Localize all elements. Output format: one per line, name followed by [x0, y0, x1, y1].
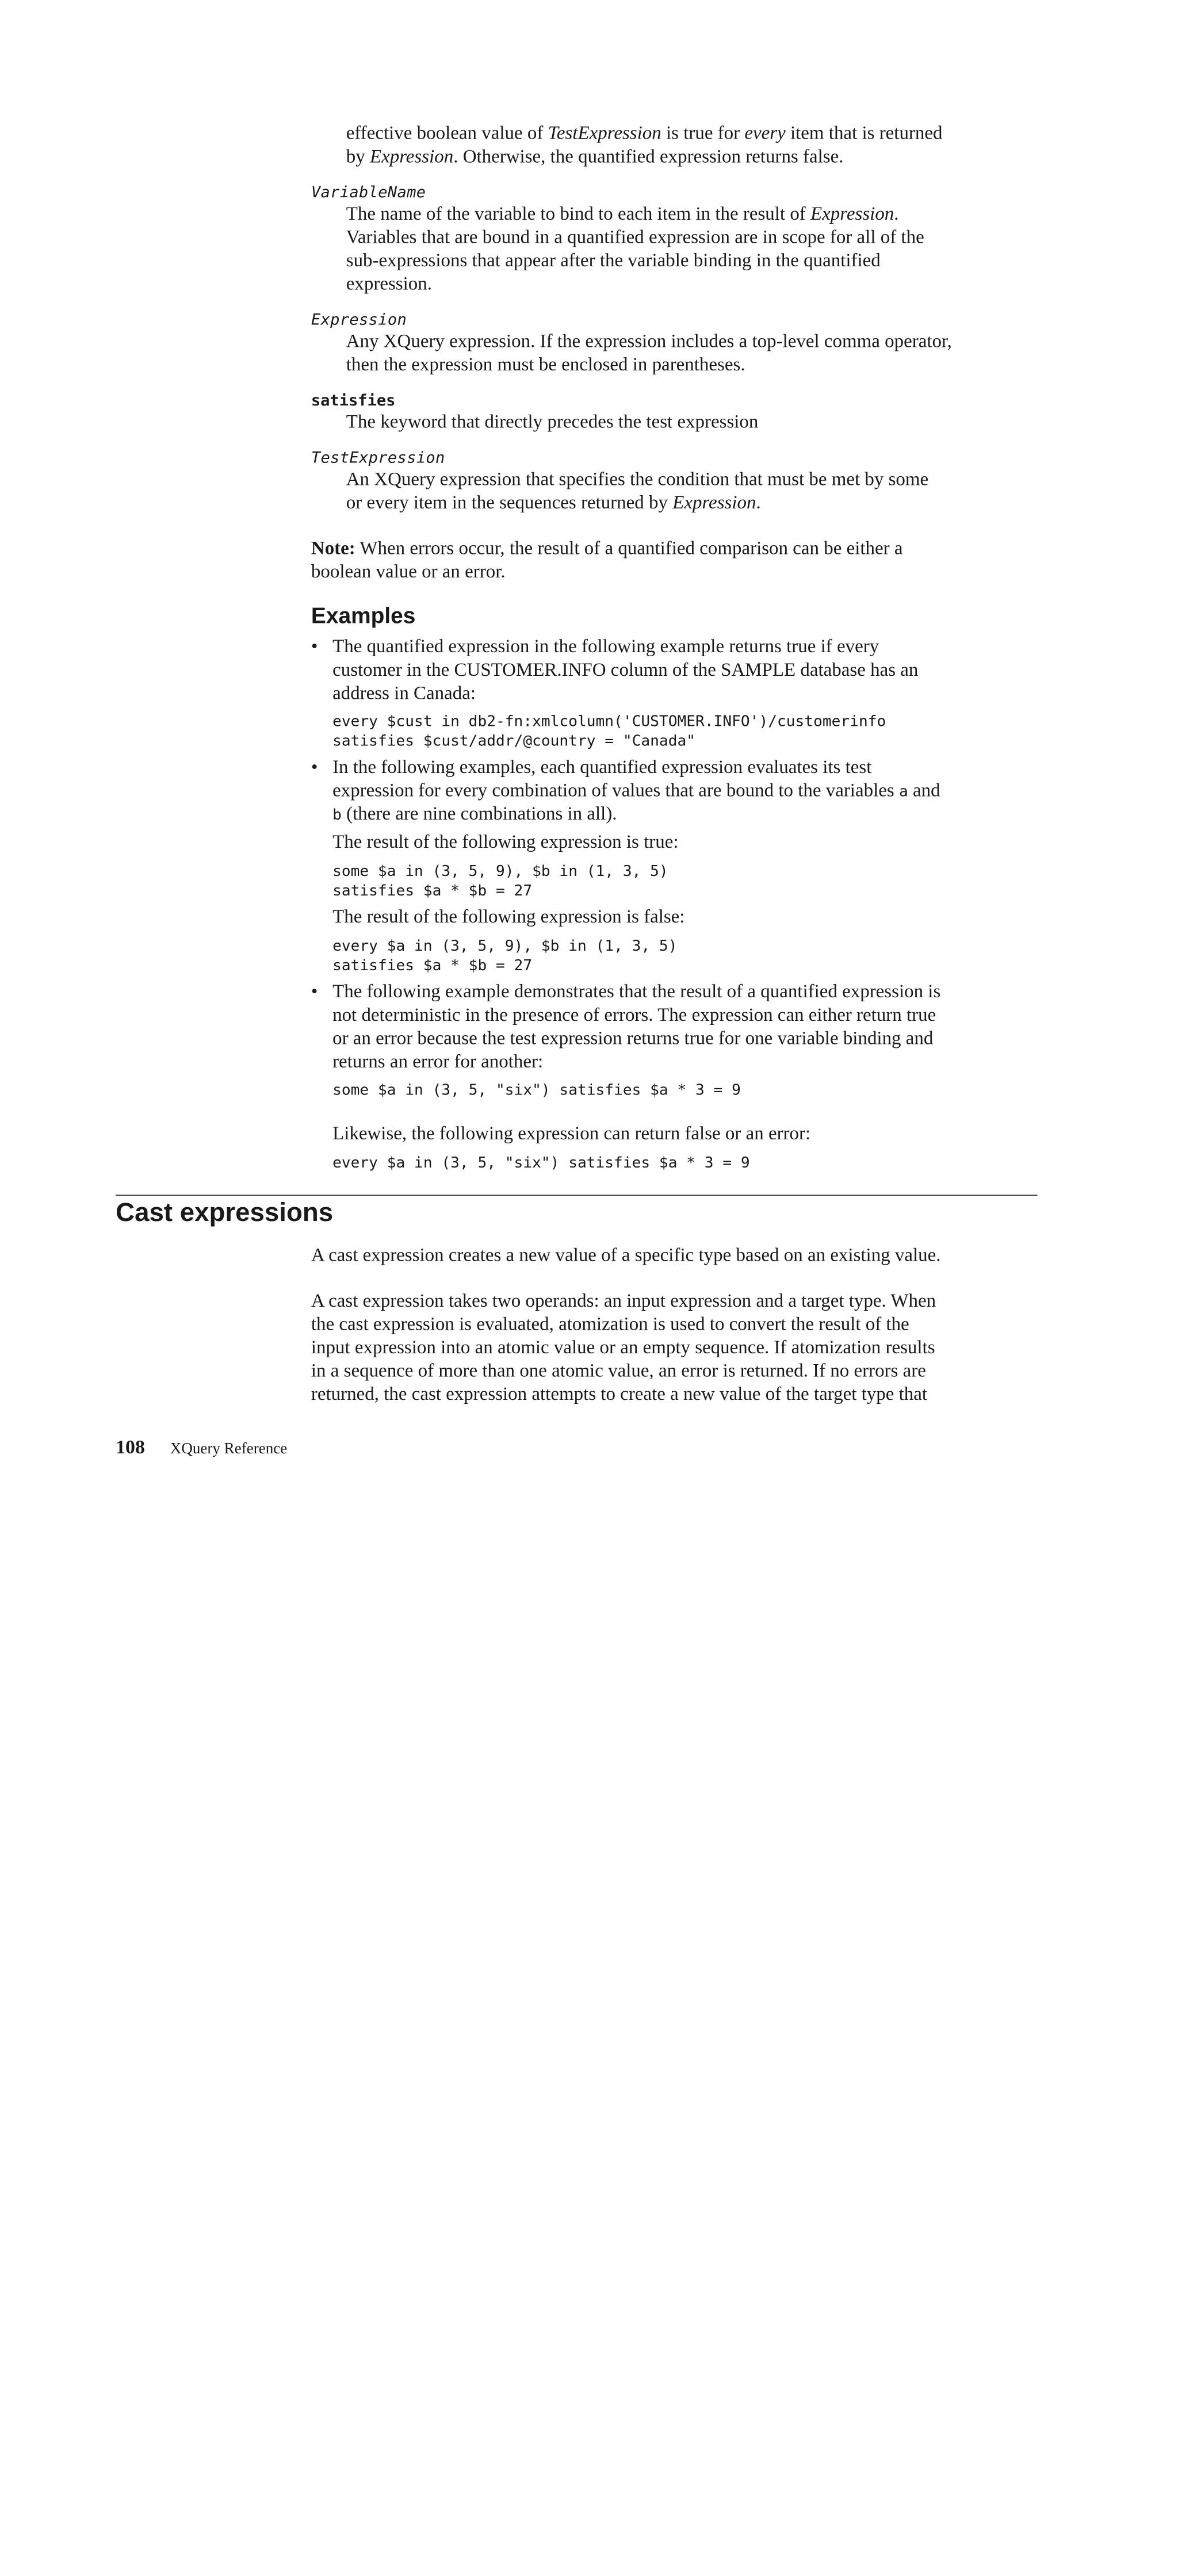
ex2-true-code [332, 862, 668, 901]
code-line: some $a in (3, 5, "six") satisfies $a * 3 = 9 [332, 1081, 741, 1099]
bullet-2: • [311, 757, 318, 778]
term-test-expression: TestExpression [311, 448, 445, 467]
term-variable-name: VariableName [311, 182, 426, 201]
examples-heading: Examples [311, 602, 416, 628]
ex3-likewise: Likewise, the following expression can return false or an error: [332, 1123, 811, 1145]
test-expression-line-2: or every item in the sequences returned by Expression. [346, 492, 761, 514]
intro-line-2: by Expression. Otherwise, the quantified expression returns false. [346, 147, 844, 167]
section-rule [116, 1195, 1037, 1196]
ex2-line-1: In the following examples, each quantified expression evaluates its test [332, 757, 872, 778]
intro-line-1: effective boolean value of TestExpression is true for every item that is returned [346, 123, 943, 144]
test-expression-line-1: An XQuery expression that specifies the condition that must be met by some [346, 469, 929, 490]
ex2-line-2: expression for every combination of values that are bound to the variables a and [332, 780, 940, 801]
ex2-false-intro: The result of the following expression is false: [332, 907, 685, 928]
code-line: every $a in (3, 5, 9), $b in (1, 3, 5) [332, 937, 678, 955]
ex1-line-1: The quantified expression in the following example returns true if every [332, 637, 879, 657]
variable-name-line-4: expression. [346, 274, 432, 295]
ex3-line-2: not deterministic in the presence of errors. The expression can either return true [332, 1005, 936, 1026]
code-line: satisfies $a * $b = 27 [332, 882, 533, 900]
bullet-1: • [311, 637, 318, 657]
cast-para-2-line-1: A cast expression takes two operands: an input expression and a target type. When [311, 1291, 936, 1312]
variable-name-line-3: sub-expressions that appear after the variable binding in the quantified [346, 251, 881, 271]
ex3-line-3: or an error because the test expression returns true for one variable binding and [332, 1028, 934, 1049]
cast-para-2-line-5: returned, the cast expression attempts to create a new value of the target type that [311, 1384, 928, 1405]
term-satisfies: satisfies [311, 391, 396, 409]
ex1-line-3: address in Canada: [332, 683, 476, 704]
ex2-false-code [332, 936, 677, 975]
cast-heading: Cast expressions [116, 1197, 334, 1227]
ex2-line-3: b (there are nine combinations in all). [332, 803, 617, 825]
code-line: satisfies $cust/addr/@country = "Canada" [332, 732, 696, 750]
code-line: every $cust in db2-fn:xmlcolumn('CUSTOMER.INFO')/customerinfo [332, 712, 886, 730]
expression-line-1: Any XQuery expression. If the expression includes a top-level comma operator, [346, 331, 952, 352]
term-expression: Expression [311, 310, 407, 329]
cast-para-1: A cast expression creates a new value of a specific type based on an existing value. [311, 1245, 941, 1266]
note-label: Note: [311, 538, 355, 559]
satisfies-line-1: The keyword that directly precedes the test expression [346, 412, 759, 433]
ex1-line-2: customer in the CUSTOMER.INFO column of the SAMPLE database has an [332, 660, 919, 681]
expression-line-2: then the expression must be enclosed in parentheses. [346, 354, 745, 376]
note-line-1: Note: When errors occur, the result of a quantified comparison can be either a [311, 538, 903, 559]
ex3-line-1: The following example demonstrates that the result of a quantified expression is [332, 982, 941, 1002]
ex3-code-2 [332, 1153, 750, 1173]
cast-para-2-line-2: the cast expression is evaluated, atomization is used to convert the result of the [311, 1314, 909, 1335]
code-line: every $a in (3, 5, "six") satisfies $a * 3 = 9 [332, 1154, 750, 1172]
ex2-true-intro: The result of the following expression is true: [332, 832, 679, 853]
bullet-3: • [311, 982, 318, 1002]
variable-name-line-1: The name of the variable to bind to each item in the result of Expression. [346, 204, 899, 225]
ex1-code [332, 711, 886, 751]
code-line: some $a in (3, 5, 9), $b in (1, 3, 5) [332, 862, 668, 880]
cast-para-2-line-4: in a sequence of more than one atomic value, an error is returned. If no errors are [311, 1361, 926, 1381]
page-number: 108 [116, 1437, 145, 1459]
cast-para-2-line-3: input expression into an atomic value or an empty sequence. If atomization results [311, 1337, 935, 1358]
note-line-2: boolean value or an error. [311, 561, 506, 583]
ex3-code-1 [332, 1080, 741, 1100]
code-line: satisfies $a * $b = 27 [332, 956, 533, 974]
ex3-line-4: returns an error for another: [332, 1051, 544, 1073]
footer-title: XQuery Reference [170, 1441, 288, 1457]
variable-name-line-2: Variables that are bound in a quantified expression are in scope for all of the [346, 227, 924, 248]
